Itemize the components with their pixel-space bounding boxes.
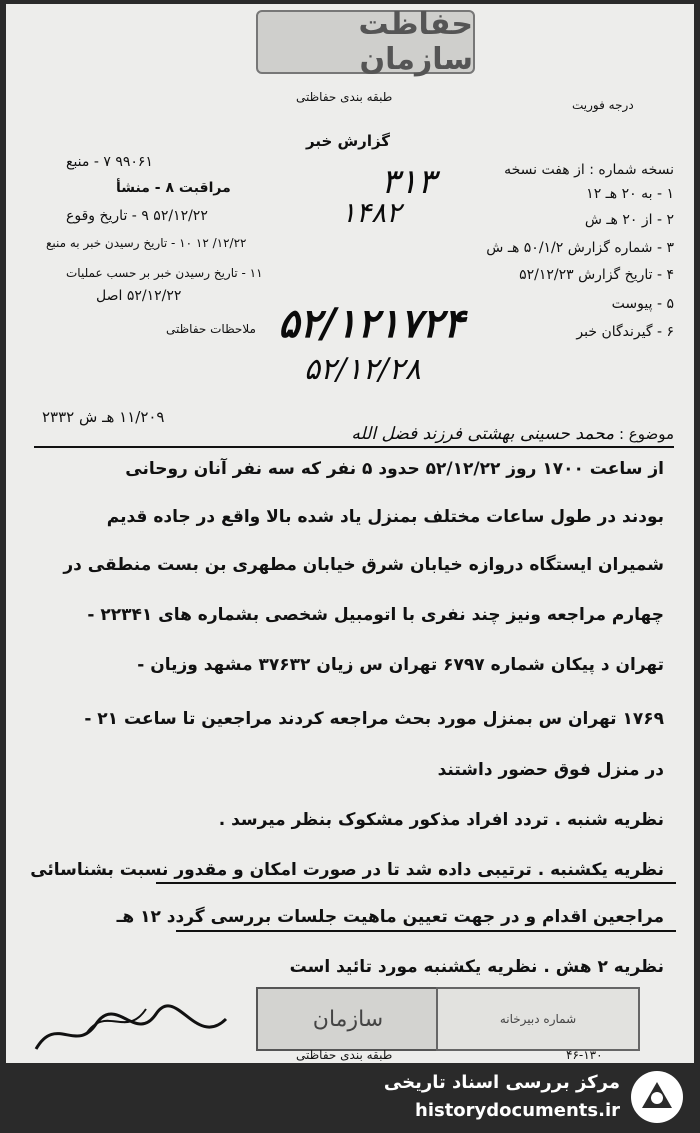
subject-underline xyxy=(34,446,674,448)
body-line-4: تهران د پیکان شماره ۶۷۹۷ تهران س زیان ۳۷۶۳۲ مشهد وزیان - xyxy=(137,655,664,675)
urgency-label: درجه فوریت xyxy=(572,98,634,112)
right-field-1: ۱ - به ۲۰ هـ ۱۲ xyxy=(586,186,674,202)
left-field-6: ملاحظات حفاظتی xyxy=(166,322,256,336)
classification-header: طبقه بندی حفاظتی xyxy=(296,90,393,104)
body-line-1: بودند در طول ساعات مختلف بمنزل یاد شده بالا واقع در جاده قدیم xyxy=(106,507,664,527)
left-field-1: مراقبت ۸ - منشأ xyxy=(116,180,231,196)
handwritten-big-number: ۵۲/۱۲۱۷۲۴ xyxy=(278,300,465,347)
handwritten-number-top: ۳۱۳ xyxy=(381,162,436,202)
left-field-2: ۵۲/۱۲/۲۲ ۹ - تاریخ وقوع xyxy=(66,208,208,224)
form-title: گزارش خبر xyxy=(306,132,391,150)
subject-ref: ۱۱/۲۰۹ هـ ش ۲۳۳۲ xyxy=(42,408,165,426)
left-field-3: ۱۲/۲۲/ ۱۲ ۱۰ - تاریخ رسیدن خبر به منبع xyxy=(46,236,247,250)
left-field-4: ۱۱ - تاریخ رسیدن خبر بر حسب عملیات xyxy=(66,266,263,280)
right-field-4: ۴ - تاریخ گزارش ۵۲/۱۲/۲۳ xyxy=(519,267,674,283)
registry-stamp: شماره دبیرخانه xyxy=(436,987,640,1051)
footer-site-link[interactable]: historydocuments.ir xyxy=(415,1100,620,1121)
signature-scribble xyxy=(26,994,246,1064)
body-line-3: چهارم مراجعه ونیز چند نفری با اتومبیل شخصی بشماره های ۲۲۳۴۱ - xyxy=(87,605,664,625)
handwritten-number-mid: ۱۴۸۲ xyxy=(341,196,402,229)
right-field-3: ۳ - شماره گزارش ۵۰/۱/۲ هـ ش xyxy=(486,240,674,256)
stamp-title-text: حفاظت سازمان xyxy=(358,7,473,77)
right-field-2: ۲ - از ۲۰ هـ ش xyxy=(584,212,674,228)
left-field-5: ۵۲/۱۲/۲۲ اصل xyxy=(96,288,182,304)
body-line-2: شمیران ایستگاه دروازه خیابان شرق خیابان مطهری بن بست منطقی در xyxy=(63,555,664,575)
comment-line-2: مراجعین اقدام و در جهت تعیین ماهیت جلسات بررسی گردد ۱۲ هـ xyxy=(116,907,664,927)
right-field-0: نسخه شماره : از هفت نسخه xyxy=(504,162,674,178)
comment-underline-1 xyxy=(156,882,676,884)
right-field-5: ۵ - پیوست xyxy=(611,296,674,312)
comment-line-1: نظریه یکشنبه . ترتیبی داده شد تا در صورت امکان و مقدور نسبت بشناسائی xyxy=(30,860,664,880)
bottom-classification: طبقه بندی حفاظتی xyxy=(296,1048,393,1062)
comment-line-0: نظریه شنبه . تردد افراد مذکور مشکوک بنظر میرسد . xyxy=(218,810,664,830)
body-line-0: از ساعت ۱۷۰۰ روز ۵۲/۱۲/۲۲ حدود ۵ نفر که سه نفر آنان روحانی xyxy=(125,459,664,479)
left-field-0: ۹۹۰۶۱ ۷ - منبع xyxy=(66,154,153,170)
subject-line: موضوع : محمد حسینی بهشتی فرزند فضل الله xyxy=(351,424,674,444)
right-field-6: ۶ - گیرندگان خبر xyxy=(576,324,674,340)
comment-underline-2 xyxy=(176,930,676,932)
comment-line-3: نظریه ۲ هش . نظریه یکشنبه مورد تائید است xyxy=(289,957,664,977)
footer-center-name: مرکز بررسی اسناد تاریخی xyxy=(383,1072,620,1093)
body-line-6: در منزل فوق حضور داشتند xyxy=(437,760,664,780)
title-stamp xyxy=(256,7,475,77)
document-page xyxy=(6,4,694,1129)
archive-logo-icon xyxy=(628,1068,686,1126)
handwritten-date: ۵۲/۱۲/۲۸ xyxy=(304,352,421,387)
bottom-doc-code: ۴۶-۱۳۰ xyxy=(566,1048,603,1062)
bottom-stamp: سازمان xyxy=(256,987,440,1051)
body-line-5: ۱۷۶۹ تهران س بمنزل مورد بحث مراجعه کردند مراجعین تا ساعت ۲۱ - xyxy=(84,709,664,729)
